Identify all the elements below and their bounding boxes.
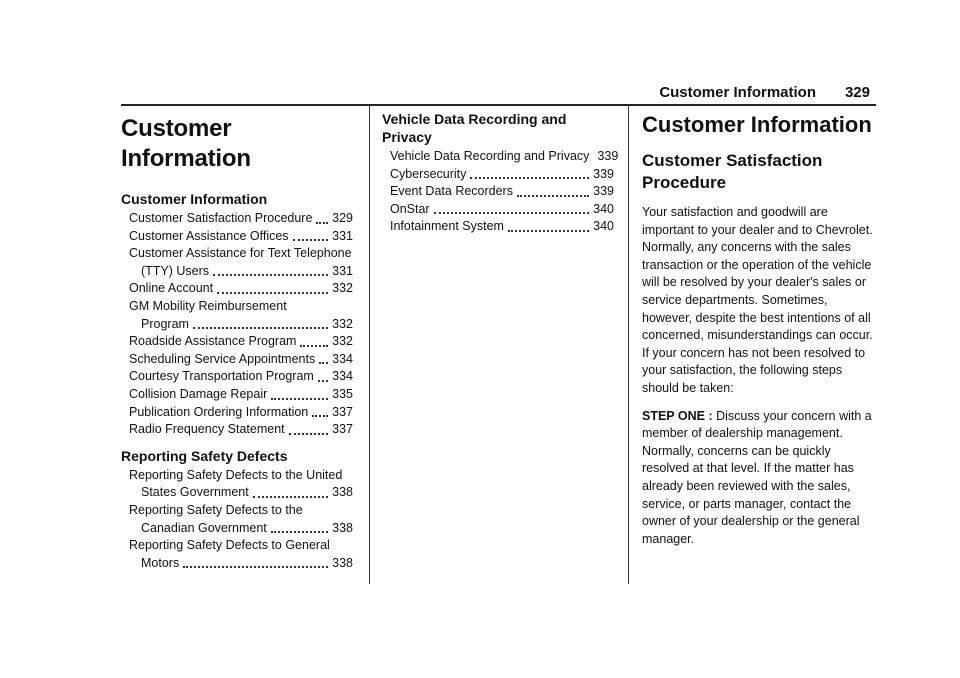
toc-leader-dots — [316, 221, 328, 224]
toc-entry[interactable] — [121, 484, 353, 502]
toc-entry-label: Customer Assistance for Text Telephone — [129, 246, 352, 261]
toc-entry-label: OnStar — [390, 201, 430, 216]
header-rule — [121, 104, 876, 106]
toc-leader-dots — [183, 565, 328, 568]
toc-entry-label: GM Mobility Reimbursement — [129, 298, 287, 313]
toc-entry[interactable] — [121, 298, 353, 316]
toc-entry-label: Radio Frequency Statement — [129, 422, 285, 437]
toc-entry[interactable] — [121, 280, 353, 298]
toc-entry[interactable] — [121, 467, 353, 485]
toc-entry-page: 337 — [332, 404, 353, 419]
toc-entry[interactable] — [121, 555, 353, 573]
toc-entry[interactable] — [121, 520, 353, 538]
toc-entry-page: 334 — [332, 351, 353, 366]
toc-entry-page: 332 — [332, 281, 353, 296]
toc-entry[interactable] — [121, 537, 353, 555]
toc-entry-label: Event Data Recorders — [390, 184, 513, 199]
chapter-title: Customer Information — [121, 115, 251, 172]
column-divider-2 — [628, 106, 629, 584]
toc-entry-label: Courtesy Transportation Program — [129, 369, 314, 384]
toc-entry[interactable] — [121, 404, 353, 422]
toc-entry[interactable] — [121, 333, 353, 351]
toc-entry-label: Collision Damage Repair — [129, 386, 268, 401]
toc-entry-page: 339 — [593, 184, 614, 199]
toc-entry-label: Program — [141, 316, 189, 331]
toc-leader-dots — [289, 432, 329, 435]
toc-leader-dots — [508, 229, 589, 232]
toc-entry[interactable] — [121, 351, 353, 369]
toc-entry-label: Publication Ordering Information — [129, 404, 309, 419]
toc-leader-dots — [271, 397, 328, 400]
toc-leader-dots — [319, 361, 328, 364]
toc-entry-page: 337 — [332, 422, 353, 437]
body-paragraph: Your satisfaction and goodwill are important to your dealer and to Chevrolet. Normally, any concerns with the sales transaction or the operation of the vehicle will be resolved by your dealer's sales or service departments. Sometimes, however, despite the best intentions of all concerned, misunderstandings can occur. If your concern has not been resolved to your satisfaction, the following steps should be taken: — [642, 205, 873, 395]
toc-leader-dots — [213, 273, 328, 276]
toc-entry-page: 331 — [332, 228, 353, 243]
toc-entry-label: Vehicle Data Recording and Privacy — [390, 149, 590, 163]
running-header — [121, 84, 876, 102]
toc-leader-dots — [470, 176, 589, 179]
toc-group-heading: Customer Information — [121, 191, 268, 207]
toc-entry-page: 331 — [332, 263, 353, 278]
toc-entry-label: Online Account — [129, 281, 214, 296]
column-divider-1 — [369, 106, 370, 584]
toc-entry-page: 340 — [593, 219, 614, 234]
toc-leader-dots — [293, 238, 329, 241]
toc-entry[interactable] — [121, 386, 353, 404]
body-column — [642, 112, 874, 558]
toc-entry[interactable] — [382, 166, 614, 184]
toc-entry[interactable] — [121, 210, 353, 228]
step-one-text: Discuss your concern with a member of dealership management. Normally, concerns can be quickly resolved at that level. If the matter has already been reviewed with the sales, service, or parts manager, contact the owner of your dealership or the general manager. — [642, 408, 872, 546]
toc-entry-page: 335 — [332, 386, 353, 401]
toc-list — [382, 148, 619, 236]
subsection-title: Customer Satisfaction Procedure — [642, 151, 823, 192]
toc-entry-page: 339 — [593, 166, 614, 181]
header-page-number: 329 — [844, 84, 870, 101]
toc-leader-dots — [253, 495, 328, 498]
toc-entry-label: Customer Satisfaction Procedure — [129, 211, 313, 225]
toc-list — [121, 467, 353, 573]
toc-entry[interactable] — [382, 201, 614, 219]
toc-entry-page: 332 — [332, 334, 353, 349]
header-section-title: Customer Information — [659, 84, 816, 101]
toc-entry[interactable] — [121, 263, 353, 281]
toc-entry-label: Scheduling Service Appointments — [129, 351, 316, 366]
toc-entry-label: Canadian Government — [141, 520, 267, 535]
toc-entry-label: Roadside Assistance Program — [129, 334, 297, 349]
toc-leader-dots — [300, 344, 328, 347]
toc-entry-label: Motors — [141, 555, 180, 570]
toc-entry[interactable] — [121, 316, 353, 334]
toc-leader-dots — [271, 530, 328, 533]
toc-entry-label: Infotainment System — [390, 219, 504, 234]
toc-group-heading: Reporting Safety Defects — [121, 447, 288, 464]
toc-entry-label: (TTY) Users — [141, 263, 210, 278]
toc-entry[interactable] — [382, 148, 619, 166]
toc-entry-label: States Government — [141, 485, 249, 500]
toc-entry-page: 338 — [332, 520, 353, 535]
toc-list — [121, 210, 353, 439]
toc-entry[interactable] — [121, 245, 353, 263]
toc-entry-page: 329 — [332, 211, 353, 225]
toc-leader-dots — [517, 194, 589, 197]
step-one-paragraph — [642, 408, 874, 549]
toc-group-heading: Vehicle Data Recording and Privacy — [382, 111, 567, 145]
toc-entry-label: Reporting Safety Defects to General — [129, 538, 330, 553]
toc-entry-page: 340 — [593, 201, 614, 216]
toc-entry-label: Cybersecurity — [390, 166, 467, 181]
toc-entry[interactable] — [382, 183, 614, 201]
toc-entry-label: Reporting Safety Defects to the — [129, 502, 303, 517]
toc-entry-page: 334 — [332, 369, 353, 384]
toc-entry[interactable] — [121, 421, 353, 439]
toc-groups — [121, 190, 353, 572]
toc-entry-label: Customer Assistance Offices — [129, 228, 289, 243]
toc-entry-page: 338 — [332, 485, 353, 500]
toc-leader-dots — [312, 414, 328, 417]
section-title: Customer Information — [642, 112, 872, 137]
toc-entry[interactable] — [121, 228, 353, 246]
toc-leader-dots — [434, 211, 590, 214]
step-one-label: STEP ONE : — [642, 408, 713, 423]
toc-entry-page: 339 — [597, 149, 619, 163]
toc-entry-label: Reporting Safety Defects to the United — [129, 467, 343, 482]
toc-entry-page: 332 — [332, 316, 353, 331]
toc-leader-dots — [217, 291, 328, 294]
toc-column-1 — [121, 112, 353, 572]
toc-entry-page: 338 — [332, 555, 353, 570]
toc-column-2 — [382, 110, 619, 236]
toc-entry[interactable] — [121, 502, 353, 520]
toc-leader-dots — [318, 379, 328, 382]
toc-leader-dots — [193, 326, 328, 329]
toc-entry[interactable] — [121, 368, 353, 386]
toc-entry[interactable] — [382, 218, 614, 236]
